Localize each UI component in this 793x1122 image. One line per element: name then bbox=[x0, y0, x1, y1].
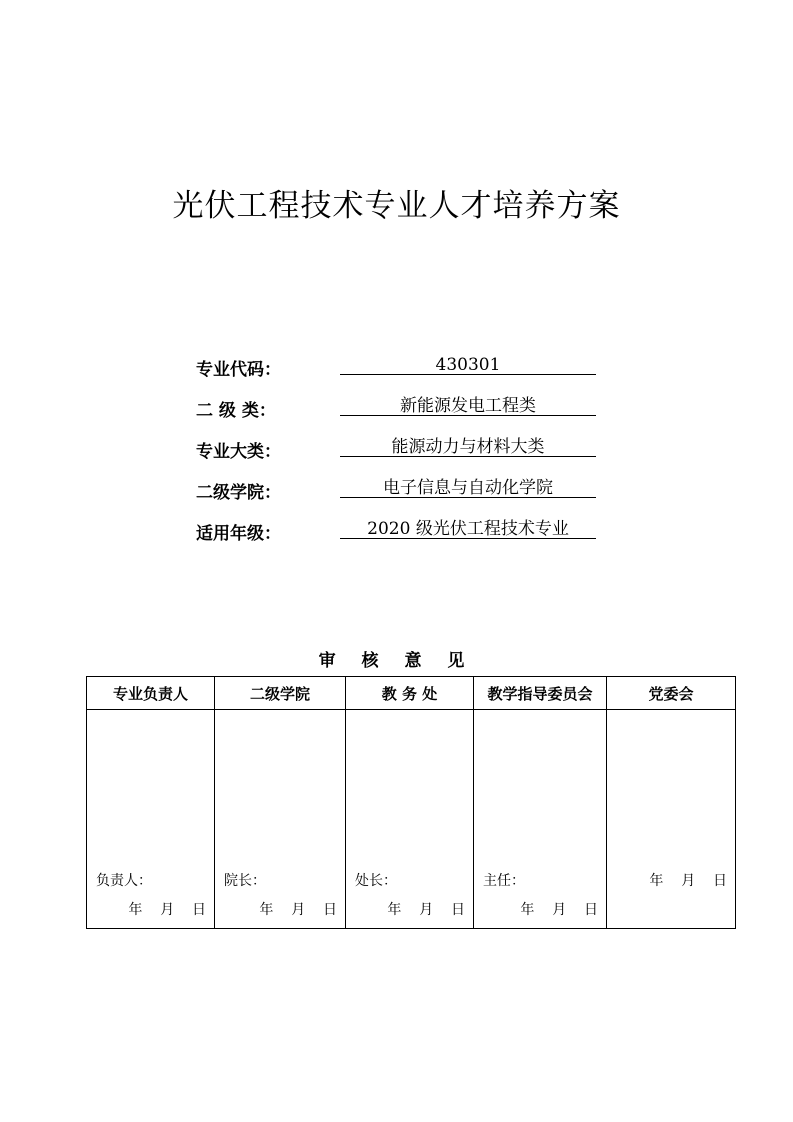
date-label: 年 月 日 bbox=[259, 902, 337, 918]
info-row-college bbox=[196, 475, 616, 516]
info-value: 能源动力与材料大类 bbox=[340, 434, 596, 457]
header-academic-affairs: 教 务 处 bbox=[346, 677, 474, 710]
review-header-row bbox=[87, 677, 736, 710]
header-party-committee: 党委会 bbox=[607, 677, 736, 710]
signer-label: 主任： bbox=[483, 873, 525, 889]
info-value: 2020 级光伏工程技术专业 bbox=[340, 516, 596, 539]
info-value: 新能源发电工程类 bbox=[340, 393, 596, 416]
signer-label: 负责人： bbox=[96, 873, 152, 889]
review-table bbox=[86, 676, 736, 929]
header-teaching-committee: 教学指导委员会 bbox=[474, 677, 607, 710]
date-label: 年 月 日 bbox=[128, 902, 206, 918]
header-college: 二级学院 bbox=[215, 677, 346, 710]
info-label: 二 级 类： bbox=[196, 401, 276, 421]
signer-label: 处长： bbox=[355, 873, 397, 889]
info-label: 适用年级： bbox=[196, 524, 281, 544]
info-label: 专业代码： bbox=[196, 360, 281, 380]
signer-label: 院长： bbox=[224, 873, 266, 889]
info-row-major-code bbox=[196, 352, 616, 393]
info-row-applicable-grade bbox=[196, 516, 616, 557]
signature-cell-major-lead bbox=[87, 710, 215, 929]
signature-cell-academic-affairs bbox=[346, 710, 474, 929]
info-value: 电子信息与自动化学院 bbox=[340, 475, 596, 498]
review-section-title: 审 核 意 见 bbox=[318, 651, 475, 671]
signature-cell-party-committee bbox=[607, 710, 736, 929]
info-value: 430301 bbox=[340, 352, 596, 375]
document-title: 光伏工程技术专业人才培养方案 bbox=[172, 188, 621, 224]
date-label: 年 月 日 bbox=[387, 902, 465, 918]
program-info bbox=[196, 352, 616, 557]
signature-cell-teaching-committee bbox=[474, 710, 607, 929]
date-label: 年 月 日 bbox=[520, 902, 598, 918]
signature-cell-college bbox=[215, 710, 346, 929]
review-signature-row bbox=[87, 710, 736, 929]
info-row-major-category bbox=[196, 434, 616, 475]
info-row-secondary-category bbox=[196, 393, 616, 434]
info-label: 专业大类： bbox=[196, 442, 281, 462]
header-major-lead: 专业负责人 bbox=[87, 677, 215, 710]
date-label: 年 月 日 bbox=[649, 873, 727, 889]
info-label: 二级学院： bbox=[196, 483, 281, 503]
